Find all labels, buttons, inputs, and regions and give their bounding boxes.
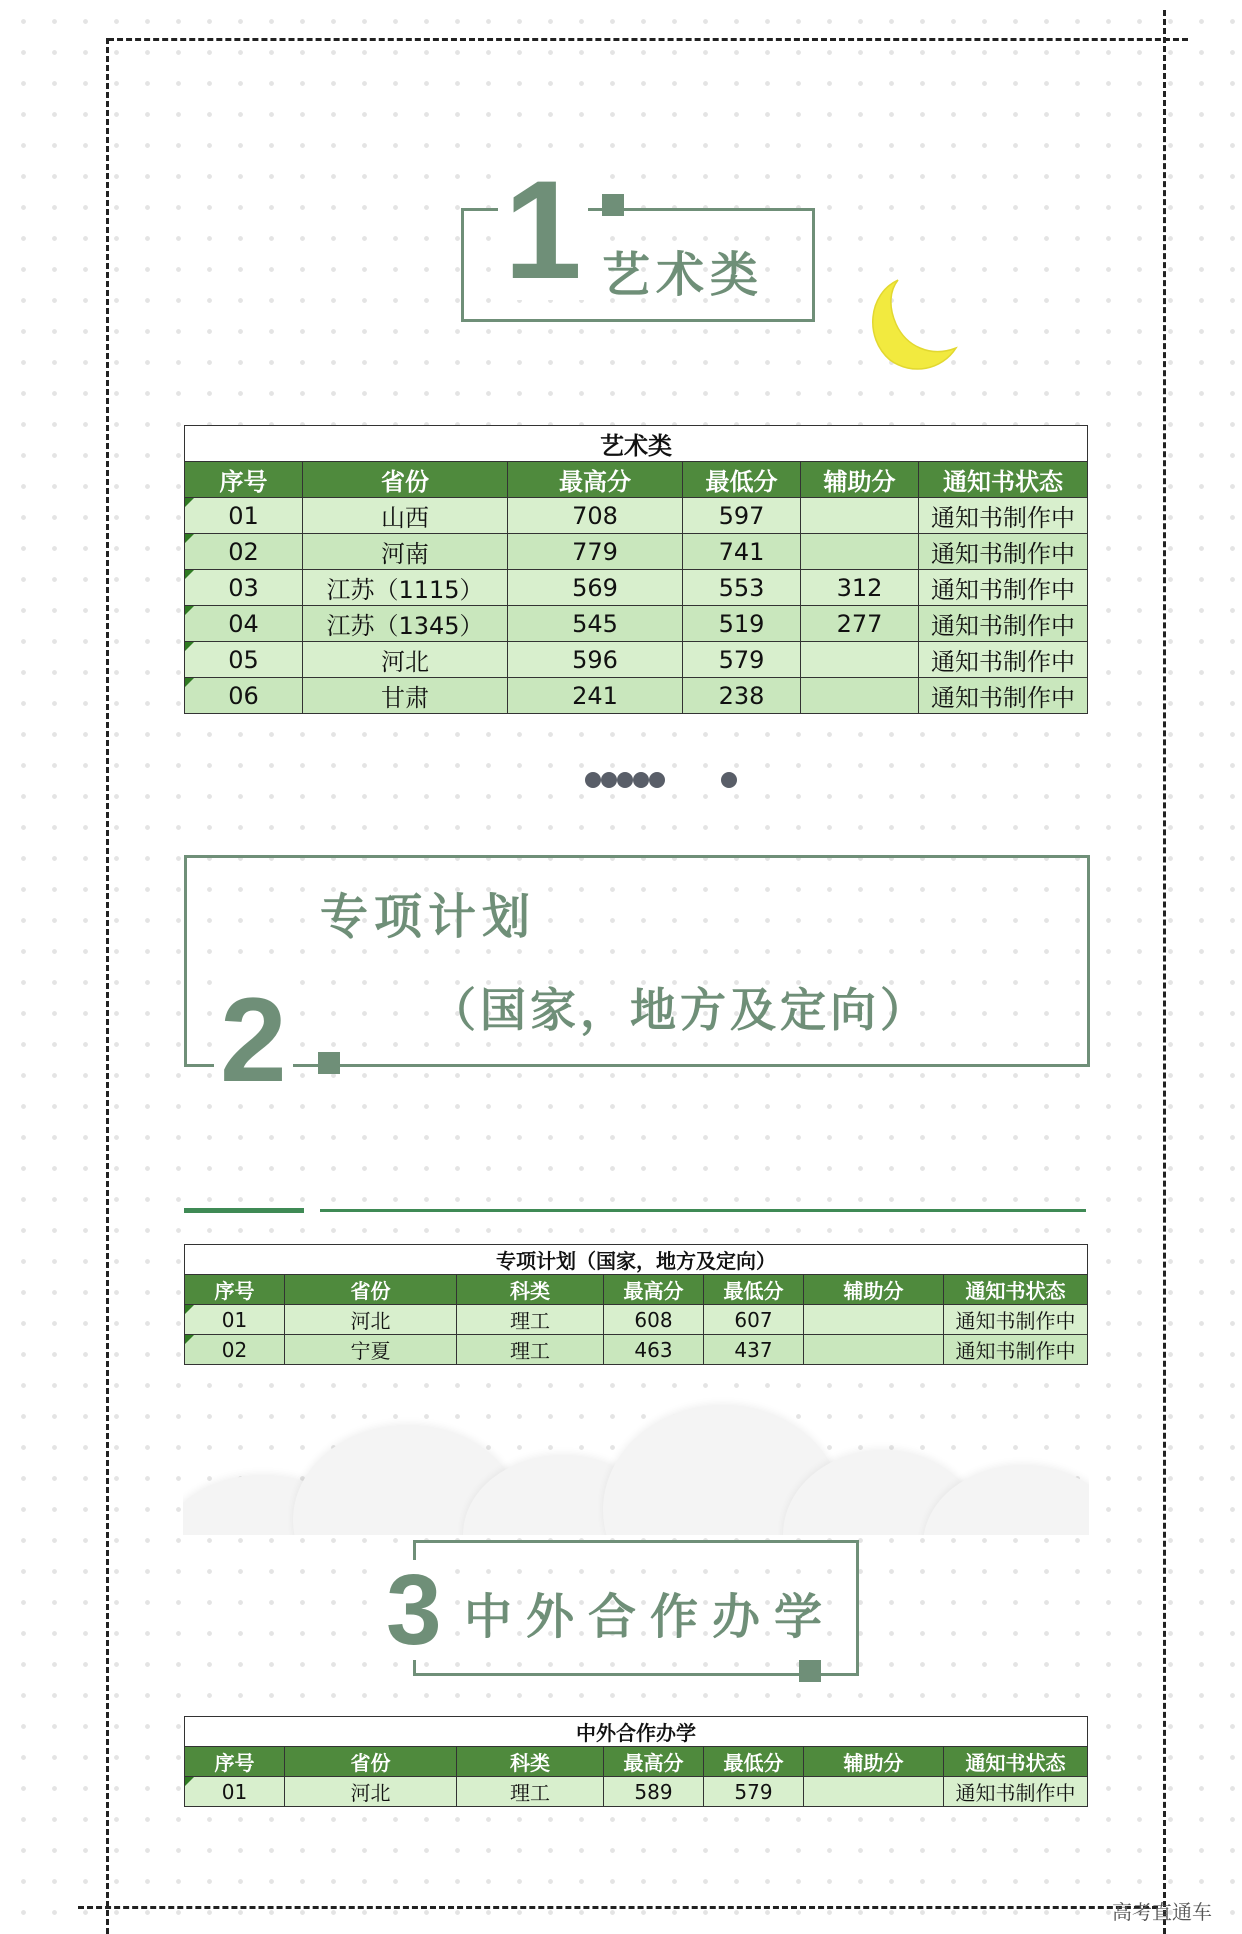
col-header-status: 通知书状态 [944,1747,1088,1777]
cell-status: 通知书制作中 [919,606,1088,642]
table-row [185,534,1088,570]
col-header-province: 省份 [303,462,508,498]
col-header-max-score: 最高分 [604,1747,704,1777]
cell-min-score: 553 [683,570,801,606]
frame-top-dashes [108,38,1188,41]
cell-min-score: 597 [683,498,801,534]
cell-aux-score [804,1335,944,1365]
section2-subheading: （国家，地方及定向） [430,983,930,1037]
section3-square [799,1660,821,1682]
cell-status: 通知书制作中 [919,678,1088,714]
frame-bottom-dashes [78,1906,1158,1909]
table-row [185,642,1088,678]
cell-province: 河南 [303,534,508,570]
divider-long [320,1209,1086,1212]
indicator-dot [649,772,665,788]
table-row [185,1777,1088,1807]
cell-status: 通知书制作中 [919,534,1088,570]
table-row [185,1335,1088,1365]
cell-index: 01 [185,1305,285,1335]
cell-index: 01 [185,1777,285,1807]
cell-aux-score [801,642,919,678]
cell-province: 甘肃 [303,678,508,714]
cell-subject: 理工 [457,1305,604,1335]
cell-status: 通知书制作中 [919,570,1088,606]
section2-heading: 专项计划 [320,889,537,945]
col-header-subject: 科类 [457,1747,604,1777]
cell-province: 河北 [303,642,508,678]
section1-square [602,194,624,216]
cell-min-score: 607 [704,1305,804,1335]
cell-province: 河北 [285,1777,457,1807]
art-table-title: 艺术类 [185,426,1088,462]
cell-aux-score [801,678,919,714]
cell-index: 02 [185,534,303,570]
cell-status: 通知书制作中 [944,1305,1088,1335]
cell-max-score: 589 [604,1777,704,1807]
cell-aux-score [804,1777,944,1807]
col-header-subject: 科类 [457,1275,604,1305]
cell-index: 02 [185,1335,285,1365]
col-header-index: 序号 [185,1747,285,1777]
section3-heading: 中外合作办学 [464,1589,837,1645]
cell-max-score: 241 [508,678,683,714]
table-row [185,606,1088,642]
cell-index: 05 [185,642,303,678]
table-row [185,1305,1088,1335]
table-row [185,570,1088,606]
cell-index: 01 [185,498,303,534]
cell-min-score: 741 [683,534,801,570]
cell-max-score: 545 [508,606,683,642]
frame-right-dashes [1163,10,1166,1934]
joint-program-table-title: 中外合作办学 [185,1717,1088,1747]
section2-square [318,1052,340,1074]
col-header-min-score: 最低分 [704,1747,804,1777]
cell-index: 04 [185,606,303,642]
cell-aux-score: 277 [801,606,919,642]
indicator-dot [617,772,633,788]
col-header-status: 通知书状态 [919,462,1088,498]
col-header-max-score: 最高分 [508,462,683,498]
cell-status: 通知书制作中 [944,1335,1088,1365]
col-header-aux-score: 辅助分 [804,1275,944,1305]
cell-aux-score: 312 [801,570,919,606]
cell-max-score: 708 [508,498,683,534]
divider-short [184,1208,304,1213]
indicator-dot [721,772,737,788]
cell-max-score: 463 [604,1335,704,1365]
col-header-province: 省份 [285,1275,457,1305]
cell-min-score: 238 [683,678,801,714]
special-plan-table-title: 专项计划（国家，地方及定向） [185,1245,1088,1275]
col-header-status: 通知书状态 [944,1275,1088,1305]
special-plan-table [184,1244,1088,1365]
cell-max-score: 779 [508,534,683,570]
table-row [185,678,1088,714]
cell-min-score: 437 [704,1335,804,1365]
col-header-min-score: 最低分 [704,1275,804,1305]
indicator-dot [585,772,601,788]
cell-subject: 理工 [457,1777,604,1807]
cell-status: 通知书制作中 [919,642,1088,678]
cell-province: 山西 [303,498,508,534]
col-header-aux-score: 辅助分 [801,462,919,498]
col-header-min-score: 最低分 [683,462,801,498]
frame-left-dashes [106,38,109,1934]
table-row [185,498,1088,534]
cell-province: 宁夏 [285,1335,457,1365]
col-header-province: 省份 [285,1747,457,1777]
cell-index: 03 [185,570,303,606]
cell-subject: 理工 [457,1335,604,1365]
cell-index: 06 [185,678,303,714]
cell-province: 江苏（1115） [303,570,508,606]
col-header-aux-score: 辅助分 [804,1747,944,1777]
col-header-max-score: 最高分 [604,1275,704,1305]
indicator-dot [633,772,649,788]
section1-heading: 艺术类 [602,247,765,303]
cell-min-score: 579 [683,642,801,678]
cell-aux-score [804,1305,944,1335]
cell-max-score: 596 [508,642,683,678]
cell-status: 通知书制作中 [919,498,1088,534]
moon-icon [860,276,960,376]
cell-aux-score [801,498,919,534]
art-table [184,425,1088,714]
cell-aux-score [801,534,919,570]
watermark-text: 高考直通车 [1112,1900,1212,1924]
cell-max-score: 608 [604,1305,704,1335]
cell-max-score: 569 [508,570,683,606]
indicator-dot [601,772,617,788]
section2-number: 2 [214,980,293,1100]
cell-status: 通知书制作中 [944,1777,1088,1807]
section3-number: 3 [382,1560,446,1660]
col-header-index: 序号 [185,462,303,498]
cell-province: 河北 [285,1305,457,1335]
cell-min-score: 519 [683,606,801,642]
cloud-decoration [183,1395,1089,1535]
cell-province: 江苏（1345） [303,606,508,642]
section1-number: 1 [498,160,588,300]
joint-program-table [184,1716,1088,1807]
col-header-index: 序号 [185,1275,285,1305]
cell-min-score: 579 [704,1777,804,1807]
